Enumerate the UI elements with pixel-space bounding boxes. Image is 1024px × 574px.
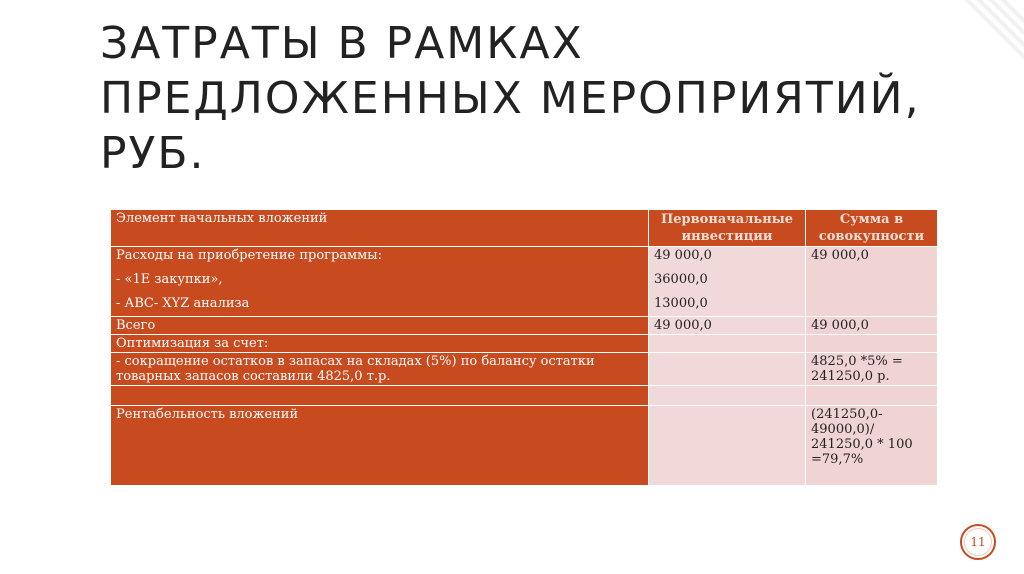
row-initial-investment xyxy=(649,247,806,317)
slide-title: ЗАТРАТЫ В РАМКАХ ПРЕДЛОЖЕННЫХ МЕРОПРИЯТИЙ, РУБ. xyxy=(100,18,921,179)
cell-line: 49 000,0 xyxy=(654,248,712,263)
cell-line: - АВС- XYZ анализа xyxy=(116,296,250,311)
row-total-sum: 4825,0 *5% = 241250,0 р. xyxy=(806,353,938,386)
row-total-sum xyxy=(806,247,938,317)
table-row xyxy=(111,317,938,335)
header-initial-investment: Первоначальные инвестиции xyxy=(649,210,806,247)
row-total-sum xyxy=(806,335,938,353)
row-label xyxy=(111,247,649,317)
header-total-sum: Сумма в совокупности xyxy=(806,210,938,247)
row-initial-investment xyxy=(649,353,806,386)
table-header-row xyxy=(111,210,938,247)
table-row xyxy=(111,335,938,353)
row-label: - сокращение остатков в запасах на складах (5%) по балансу остатки товарных запасов составили 4825,0 т.р. xyxy=(111,353,649,386)
row-label: Оптимизация за счет: xyxy=(111,335,649,353)
costs-table xyxy=(110,209,938,486)
row-label: Рентабельность вложений xyxy=(111,406,649,486)
row-total-sum: (241250,0-49000,0)/ 241250,0 * 100 =79,7% xyxy=(806,406,938,486)
cell-line: 13000,0 xyxy=(654,296,708,311)
slide-number: 11 xyxy=(970,535,986,549)
cell-line: 49 000,0 xyxy=(811,248,869,263)
cell-line: 36000,0 xyxy=(654,272,708,287)
row-initial-investment: 49 000,0 xyxy=(649,317,806,335)
slide-number-badge xyxy=(960,524,996,560)
cell-line: Расходы на приобретение программы: xyxy=(116,248,382,263)
row-total-sum: 49 000,0 xyxy=(806,317,938,335)
row-initial-investment xyxy=(649,386,806,406)
row-initial-investment xyxy=(649,406,806,486)
header-element: Элемент начальных вложений xyxy=(111,210,649,247)
table-row xyxy=(111,353,938,386)
row-initial-investment xyxy=(649,335,806,353)
row-total-sum xyxy=(806,386,938,406)
table-row xyxy=(111,386,938,406)
row-label: Всего xyxy=(111,317,649,335)
row-label xyxy=(111,386,649,406)
table-row xyxy=(111,406,938,486)
cell-line: - «1Е закупки», xyxy=(116,272,223,287)
slide-number-ring xyxy=(964,528,992,556)
table-row xyxy=(111,247,938,317)
